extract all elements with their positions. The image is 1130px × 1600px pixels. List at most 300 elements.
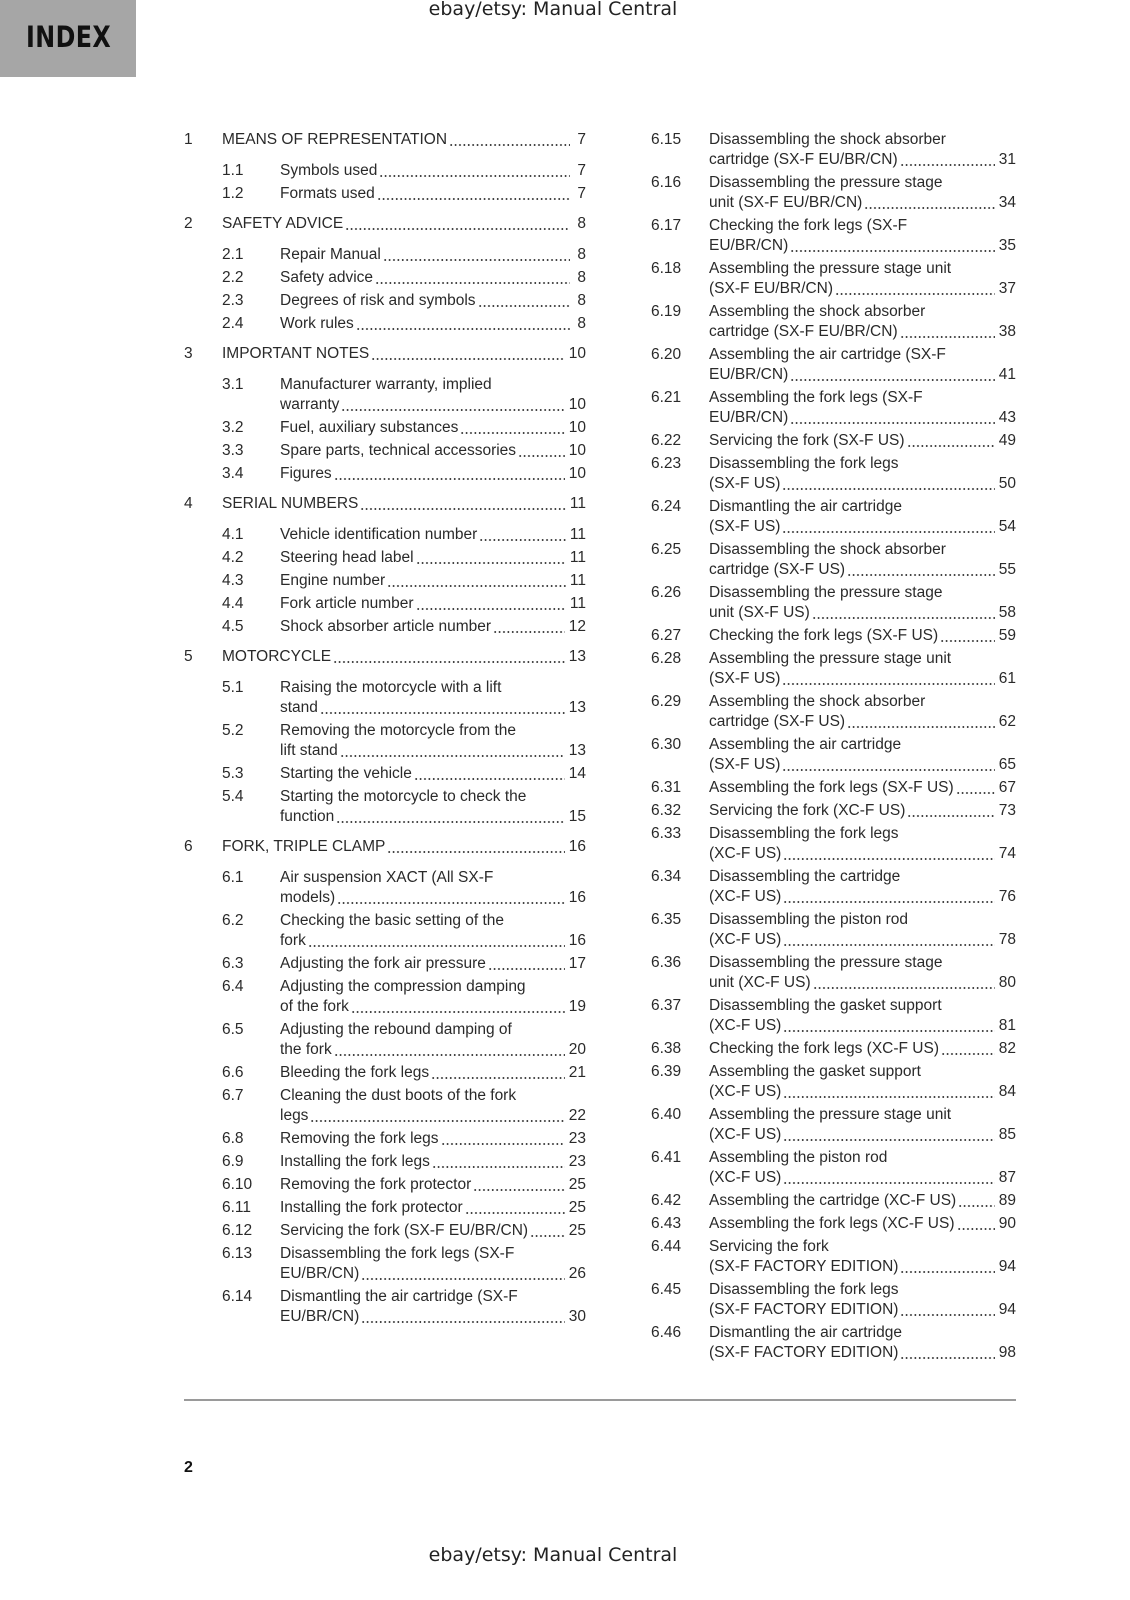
entry-title <box>280 1244 586 1284</box>
entry-title <box>280 418 586 438</box>
toc-entry[interactable] <box>651 867 1016 907</box>
toc-entry[interactable] <box>651 1237 1016 1277</box>
entry-title-line: Disassembling the fork legs <box>709 1281 899 1298</box>
toc-chapter[interactable] <box>184 647 586 667</box>
entry-page-number: 65 <box>998 756 1016 773</box>
entry-title-line: Assembling the air cartridge (SX-F <box>709 346 946 363</box>
entry-title-line: EU/BR/CN) <box>709 366 789 383</box>
toc-entry[interactable] <box>651 626 1016 646</box>
entry-title <box>280 1198 586 1218</box>
entry-last-line <box>280 1152 586 1172</box>
entry-number: 6.17 <box>651 217 682 234</box>
entry-title-line: Disassembling the cartridge <box>709 868 901 885</box>
entry-number: 6.20 <box>651 346 682 363</box>
entry-title-line: Assembling the pressure stage unit <box>709 650 952 667</box>
entry-title-line: (XC-F US) <box>709 1083 782 1100</box>
dot-leader <box>460 432 564 434</box>
toc-entry[interactable] <box>184 1086 586 1126</box>
toc-entry[interactable] <box>651 778 1016 798</box>
entry-number: 6.45 <box>651 1281 682 1298</box>
entry-page-number: 11 <box>569 549 586 566</box>
dot-leader <box>360 508 566 510</box>
toc-entry[interactable] <box>651 1105 1016 1145</box>
entry-last-line <box>709 431 1016 451</box>
toc-entry[interactable] <box>651 824 1016 864</box>
entry-last-line <box>280 1106 586 1126</box>
entry-number: 6.28 <box>651 650 682 667</box>
entry-title-line: Removing the fork protector <box>280 1176 472 1193</box>
dot-leader <box>387 851 564 853</box>
entry-page-number: 89 <box>998 1192 1016 1209</box>
entry-number: 2.4 <box>222 315 244 332</box>
entry-title-line: Disassembling the fork legs <box>709 455 899 472</box>
entry-last-line <box>709 1125 1016 1145</box>
entry-number: 6.10 <box>222 1176 253 1193</box>
entry-title <box>280 1287 586 1327</box>
entry-title-line: Installing the fork protector <box>280 1199 463 1216</box>
entry-last-line <box>280 617 586 637</box>
dot-leader <box>907 815 994 817</box>
toc-entry[interactable] <box>184 245 586 265</box>
dot-leader <box>414 778 565 780</box>
entry-number: 1.1 <box>222 162 244 179</box>
entry-page-number: 43 <box>998 409 1016 426</box>
entry-title-line: cartridge (SX-F EU/BR/CN) <box>709 323 898 340</box>
entry-title <box>280 764 586 784</box>
toc-chapter[interactable] <box>184 344 586 364</box>
entry-title-line: (SX-F FACTORY EDITION) <box>709 1301 899 1318</box>
toc-left-column <box>184 130 586 1330</box>
toc-entry[interactable] <box>184 525 586 545</box>
entry-page-number: 16 <box>568 932 586 949</box>
entry-number: 6.36 <box>651 954 682 971</box>
toc-chapter[interactable] <box>184 214 586 234</box>
entry-number: 6.7 <box>222 1087 244 1104</box>
toc-entry[interactable] <box>651 583 1016 623</box>
entry-title <box>709 1191 1016 1211</box>
entry-title-line: EU/BR/CN) <box>709 237 789 254</box>
toc-entry[interactable] <box>184 1287 586 1327</box>
entry-title-line: Checking the basic setting of the <box>280 912 505 929</box>
entry-title-line: unit (SX-F EU/BR/CN) <box>709 194 863 211</box>
entry-page-number: 76 <box>998 888 1016 905</box>
entry-title-line: Work rules <box>280 315 354 332</box>
entry-title-line: Shock absorber article number <box>280 618 492 635</box>
entry-last-line <box>280 184 586 204</box>
entry-number: 5.4 <box>222 788 244 805</box>
entry-page-number: 73 <box>998 802 1016 819</box>
toc-entry[interactable] <box>651 388 1016 428</box>
entry-title-line: Disassembling the pressure stage <box>709 954 943 971</box>
entry-page-number: 16 <box>568 889 586 906</box>
entry-number: 6.13 <box>222 1245 253 1262</box>
dot-leader <box>782 488 994 490</box>
entry-last-line <box>709 1039 1016 1059</box>
dot-leader <box>790 422 995 424</box>
entry-title-line: Air suspension XACT (All SX-F <box>280 869 494 886</box>
toc-entry[interactable] <box>184 1198 586 1218</box>
entry-title <box>280 911 586 951</box>
toc-entry[interactable] <box>184 911 586 951</box>
dot-leader <box>377 198 570 200</box>
entry-last-line <box>280 245 586 265</box>
entry-title-line: FORK, TRIPLE CLAMP <box>222 838 386 855</box>
toc-entry[interactable] <box>651 1062 1016 1102</box>
entry-title-line: Servicing the fork (SX-F EU/BR/CN) <box>280 1222 529 1239</box>
entry-number: 5.1 <box>222 679 244 696</box>
entry-title <box>280 571 586 591</box>
toc-entry[interactable] <box>651 996 1016 1036</box>
entry-title <box>280 184 586 204</box>
entry-page-number: 8 <box>577 215 586 232</box>
entry-page-number: 94 <box>998 1301 1016 1318</box>
dot-leader <box>361 1278 565 1280</box>
entry-title-line: Disassembling the pressure stage <box>709 174 943 191</box>
entry-page-number: 11 <box>569 495 586 512</box>
toc-entry[interactable] <box>184 1244 586 1284</box>
entry-number: 1 <box>184 131 193 148</box>
entry-page-number: 25 <box>568 1176 586 1193</box>
toc-entry[interactable] <box>651 540 1016 580</box>
toc-entry[interactable] <box>651 801 1016 821</box>
entry-number: 2.3 <box>222 292 244 309</box>
entry-last-line <box>280 931 586 951</box>
entry-page-number: 25 <box>568 1222 586 1239</box>
dot-leader <box>379 175 570 177</box>
entry-number: 6.19 <box>651 303 682 320</box>
entry-last-line <box>222 494 586 514</box>
entry-number: 3.2 <box>222 419 244 436</box>
entry-title-line: of the fork <box>280 998 349 1015</box>
entry-number: 6.3 <box>222 955 244 972</box>
entry-title-line: Engine number <box>280 572 386 589</box>
toc-entry[interactable] <box>184 314 586 334</box>
entry-number: 6.18 <box>651 260 682 277</box>
entry-page-number: 84 <box>998 1083 1016 1100</box>
entry-number: 6.29 <box>651 693 682 710</box>
entry-title-line: Disassembling the shock absorber <box>709 131 946 148</box>
dot-leader <box>783 944 994 946</box>
toc-entry[interactable] <box>184 1063 586 1083</box>
entry-page-number: 59 <box>998 627 1016 644</box>
toc-entry[interactable] <box>651 1214 1016 1234</box>
entry-title-line: (XC-F US) <box>709 845 782 862</box>
toc-entry[interactable] <box>184 418 586 438</box>
entry-last-line <box>709 778 1016 798</box>
entry-title <box>280 548 586 568</box>
entry-page-number: 49 <box>998 432 1016 449</box>
entry-last-line <box>709 474 1016 494</box>
entry-title <box>280 868 586 908</box>
toc-entry[interactable] <box>651 259 1016 299</box>
toc-entry[interactable] <box>184 291 586 311</box>
entry-last-line <box>280 161 586 181</box>
entry-number: 2.2 <box>222 269 244 286</box>
toc-entry[interactable] <box>651 1039 1016 1059</box>
entry-title <box>222 494 586 514</box>
toc-entry[interactable] <box>651 1323 1016 1363</box>
toc-entry[interactable] <box>184 1175 586 1195</box>
entry-title <box>709 1323 1016 1363</box>
dot-leader <box>940 640 995 642</box>
entry-number: 6.4 <box>222 978 244 995</box>
dot-leader <box>782 769 994 771</box>
toc-entry[interactable] <box>184 787 586 827</box>
entry-number: 6.11 <box>222 1199 252 1216</box>
entry-title <box>709 388 1016 428</box>
entry-title <box>709 454 1016 494</box>
entry-title-line: Spare parts, technical accessories <box>280 442 517 459</box>
entry-title-line: Assembling the shock absorber <box>709 693 926 710</box>
toc-entry[interactable] <box>184 441 586 461</box>
entry-title-line: Degrees of risk and symbols <box>280 292 476 309</box>
toc-entry[interactable] <box>651 1280 1016 1320</box>
entry-title-line: Disassembling the pressure stage <box>709 584 943 601</box>
entry-title <box>280 161 586 181</box>
toc-entry[interactable] <box>651 130 1016 170</box>
entry-title-line: IMPORTANT NOTES <box>222 345 370 362</box>
entry-last-line <box>280 1221 586 1241</box>
toc-entry[interactable] <box>184 464 586 484</box>
toc-entry[interactable] <box>651 1148 1016 1188</box>
dot-leader <box>783 858 994 860</box>
entry-last-line <box>709 844 1016 864</box>
dot-leader <box>334 478 565 480</box>
dot-leader <box>465 1212 565 1214</box>
entry-last-line <box>222 130 586 150</box>
dot-leader <box>812 617 995 619</box>
toc-entry[interactable] <box>184 678 586 718</box>
toc-entry[interactable] <box>651 953 1016 993</box>
entry-title-line: Starting the vehicle <box>280 765 412 782</box>
dot-leader <box>941 1053 995 1055</box>
entry-title-line: Adjusting the rebound damping of <box>280 1021 512 1038</box>
entry-last-line <box>709 1016 1016 1036</box>
entry-title <box>709 692 1016 732</box>
entry-last-line <box>709 1300 1016 1320</box>
toc-entry[interactable] <box>184 721 586 761</box>
toc-entry[interactable] <box>651 431 1016 451</box>
entry-title <box>709 345 1016 385</box>
entry-number: 5.3 <box>222 765 244 782</box>
entry-page-number: 8 <box>577 269 586 286</box>
entry-title-line: Fuel, auxiliary substances <box>280 419 459 436</box>
entry-last-line <box>280 314 586 334</box>
toc-entry[interactable] <box>184 764 586 784</box>
entry-title <box>709 1039 1016 1059</box>
toc-entry[interactable] <box>184 548 586 568</box>
entry-title-line: (XC-F US) <box>709 1126 782 1143</box>
header-watermark: ebay/etsy: Manual Central <box>428 0 678 20</box>
entry-page-number: 11 <box>569 572 586 589</box>
dot-leader <box>320 712 565 714</box>
toc-entry[interactable] <box>651 302 1016 342</box>
entry-page-number: 87 <box>998 1169 1016 1186</box>
entry-page-number: 10 <box>568 396 586 413</box>
entry-title <box>709 431 1016 451</box>
entry-title-line: Assembling the pressure stage unit <box>709 260 952 277</box>
toc-entry[interactable] <box>651 1191 1016 1211</box>
entry-title-line: EU/BR/CN) <box>709 409 789 426</box>
toc-entry[interactable] <box>184 594 586 614</box>
entry-page-number: 78 <box>998 931 1016 948</box>
entry-title <box>280 1086 586 1126</box>
entry-page-number: 35 <box>998 237 1016 254</box>
entry-title-line: Assembling the fork legs (XC-F US) <box>709 1215 955 1232</box>
entry-number: 4.5 <box>222 618 244 635</box>
entry-title-line: (XC-F US) <box>709 1169 782 1186</box>
toc-chapter[interactable] <box>184 837 586 857</box>
toc-entry[interactable] <box>651 692 1016 732</box>
entry-page-number: 67 <box>998 779 1016 796</box>
entry-page-number: 7 <box>577 131 586 148</box>
entry-title-line: lift stand <box>280 742 338 759</box>
entry-title-line: (SX-F EU/BR/CN) <box>709 280 833 297</box>
dot-leader <box>337 902 565 904</box>
toc-entry[interactable] <box>184 1129 586 1149</box>
toc-entry[interactable] <box>651 497 1016 537</box>
entry-page-number: 61 <box>998 670 1016 687</box>
toc-chapter[interactable] <box>184 494 586 514</box>
dot-leader <box>479 539 566 541</box>
toc-entry[interactable] <box>184 868 586 908</box>
toc-entry[interactable] <box>651 649 1016 689</box>
toc-entry[interactable] <box>184 954 586 974</box>
entry-page-number: 98 <box>998 1344 1016 1361</box>
entry-last-line <box>280 1198 586 1218</box>
entry-title <box>222 214 586 234</box>
entry-title-line: Raising the motorcycle with a lift <box>280 679 502 696</box>
entry-number: 3 <box>184 345 193 362</box>
toc-entry[interactable] <box>651 216 1016 256</box>
entry-number: 6.33 <box>651 825 682 842</box>
entry-last-line <box>709 973 1016 993</box>
dot-leader <box>783 1182 994 1184</box>
entry-title-line: (XC-F US) <box>709 888 782 905</box>
entry-number: 6 <box>184 838 193 855</box>
entry-title-line: Servicing the fork <box>709 1238 829 1255</box>
index-tab-label: INDEX <box>26 20 112 54</box>
entry-last-line <box>280 1129 586 1149</box>
entry-title-line: Dismantling the air cartridge (SX-F <box>280 1288 518 1305</box>
dot-leader <box>790 250 995 252</box>
toc-entry[interactable] <box>651 454 1016 494</box>
entry-page-number: 10 <box>568 345 586 362</box>
entry-title-line: Assembling the pressure stage unit <box>709 1106 952 1123</box>
entry-last-line <box>709 887 1016 907</box>
toc-entry[interactable] <box>651 345 1016 385</box>
entry-page-number: 23 <box>568 1130 586 1147</box>
toc-entry[interactable] <box>184 268 586 288</box>
entry-page-number: 50 <box>998 475 1016 492</box>
toc-entry[interactable] <box>184 571 586 591</box>
entry-title <box>709 735 1016 775</box>
toc-entry[interactable] <box>184 184 586 204</box>
dot-leader <box>900 1271 994 1273</box>
entry-title <box>709 583 1016 623</box>
toc-entry[interactable] <box>184 1221 586 1241</box>
entry-last-line <box>280 395 586 415</box>
entry-last-line <box>280 525 586 545</box>
entry-last-line <box>280 698 586 718</box>
toc-entry[interactable] <box>184 977 586 1017</box>
entry-title <box>709 1214 1016 1234</box>
entry-number: 6.14 <box>222 1288 253 1305</box>
entry-number: 6.22 <box>651 432 682 449</box>
entry-number: 6.24 <box>651 498 682 515</box>
toc-entry[interactable] <box>184 375 586 415</box>
dot-leader <box>782 683 994 685</box>
entry-title <box>280 721 586 761</box>
entry-page-number: 23 <box>568 1153 586 1170</box>
entry-title <box>280 1020 586 1060</box>
entry-title <box>709 259 1016 299</box>
entry-title <box>709 1105 1016 1145</box>
entry-title-line: models) <box>280 889 336 906</box>
entry-title-line: Disassembling the fork legs <box>709 825 899 842</box>
entry-title-line: (SX-F US) <box>709 475 781 492</box>
dot-leader <box>907 445 995 447</box>
entry-number: 6.44 <box>651 1238 682 1255</box>
toc-entry[interactable] <box>651 910 1016 950</box>
entry-title <box>709 910 1016 950</box>
entry-page-number: 31 <box>998 151 1016 168</box>
entry-title <box>709 626 1016 646</box>
toc-entry[interactable] <box>651 735 1016 775</box>
entry-title <box>280 1175 586 1195</box>
entry-page-number: 37 <box>998 280 1016 297</box>
entry-last-line <box>709 603 1016 623</box>
entry-last-line <box>280 268 586 288</box>
entry-title <box>280 1063 586 1083</box>
toc-chapter[interactable] <box>184 130 586 150</box>
entry-last-line <box>280 441 586 461</box>
entry-last-line <box>709 279 1016 299</box>
entry-title-line: Disassembling the fork legs (SX-F <box>280 1245 515 1262</box>
entry-title-line: Disassembling the gasket support <box>709 997 942 1014</box>
entry-last-line <box>222 837 586 857</box>
entry-number: 3.4 <box>222 465 244 482</box>
entry-title <box>280 1129 586 1149</box>
entry-last-line <box>222 647 586 667</box>
toc-entry[interactable] <box>184 617 586 637</box>
entry-number: 6.27 <box>651 627 682 644</box>
dot-leader <box>957 1228 995 1230</box>
dot-leader <box>334 1054 565 1056</box>
entry-title <box>709 649 1016 689</box>
entry-title <box>709 302 1016 342</box>
entry-number: 4.3 <box>222 572 244 589</box>
dot-leader <box>790 379 995 381</box>
dot-leader <box>449 144 570 146</box>
entry-title-line: Disassembling the piston rod <box>709 911 909 928</box>
entry-title-line: Assembling the fork legs (SX-F <box>709 389 923 406</box>
toc-entry[interactable] <box>184 1020 586 1060</box>
entry-page-number: 8 <box>577 246 586 263</box>
entry-page-number: 20 <box>568 1041 586 1058</box>
entry-title-line: Assembling the air cartridge <box>709 736 902 753</box>
toc-entry[interactable] <box>651 173 1016 213</box>
entry-page-number: 21 <box>568 1064 586 1081</box>
entry-title-line: EU/BR/CN) <box>280 1308 360 1325</box>
entry-last-line <box>280 291 586 311</box>
entry-page-number: 13 <box>568 648 586 665</box>
entry-page-number: 30 <box>568 1308 586 1325</box>
toc-entry[interactable] <box>184 1152 586 1172</box>
toc-entry[interactable] <box>184 161 586 181</box>
entry-title <box>280 441 586 461</box>
entry-last-line <box>280 807 586 827</box>
